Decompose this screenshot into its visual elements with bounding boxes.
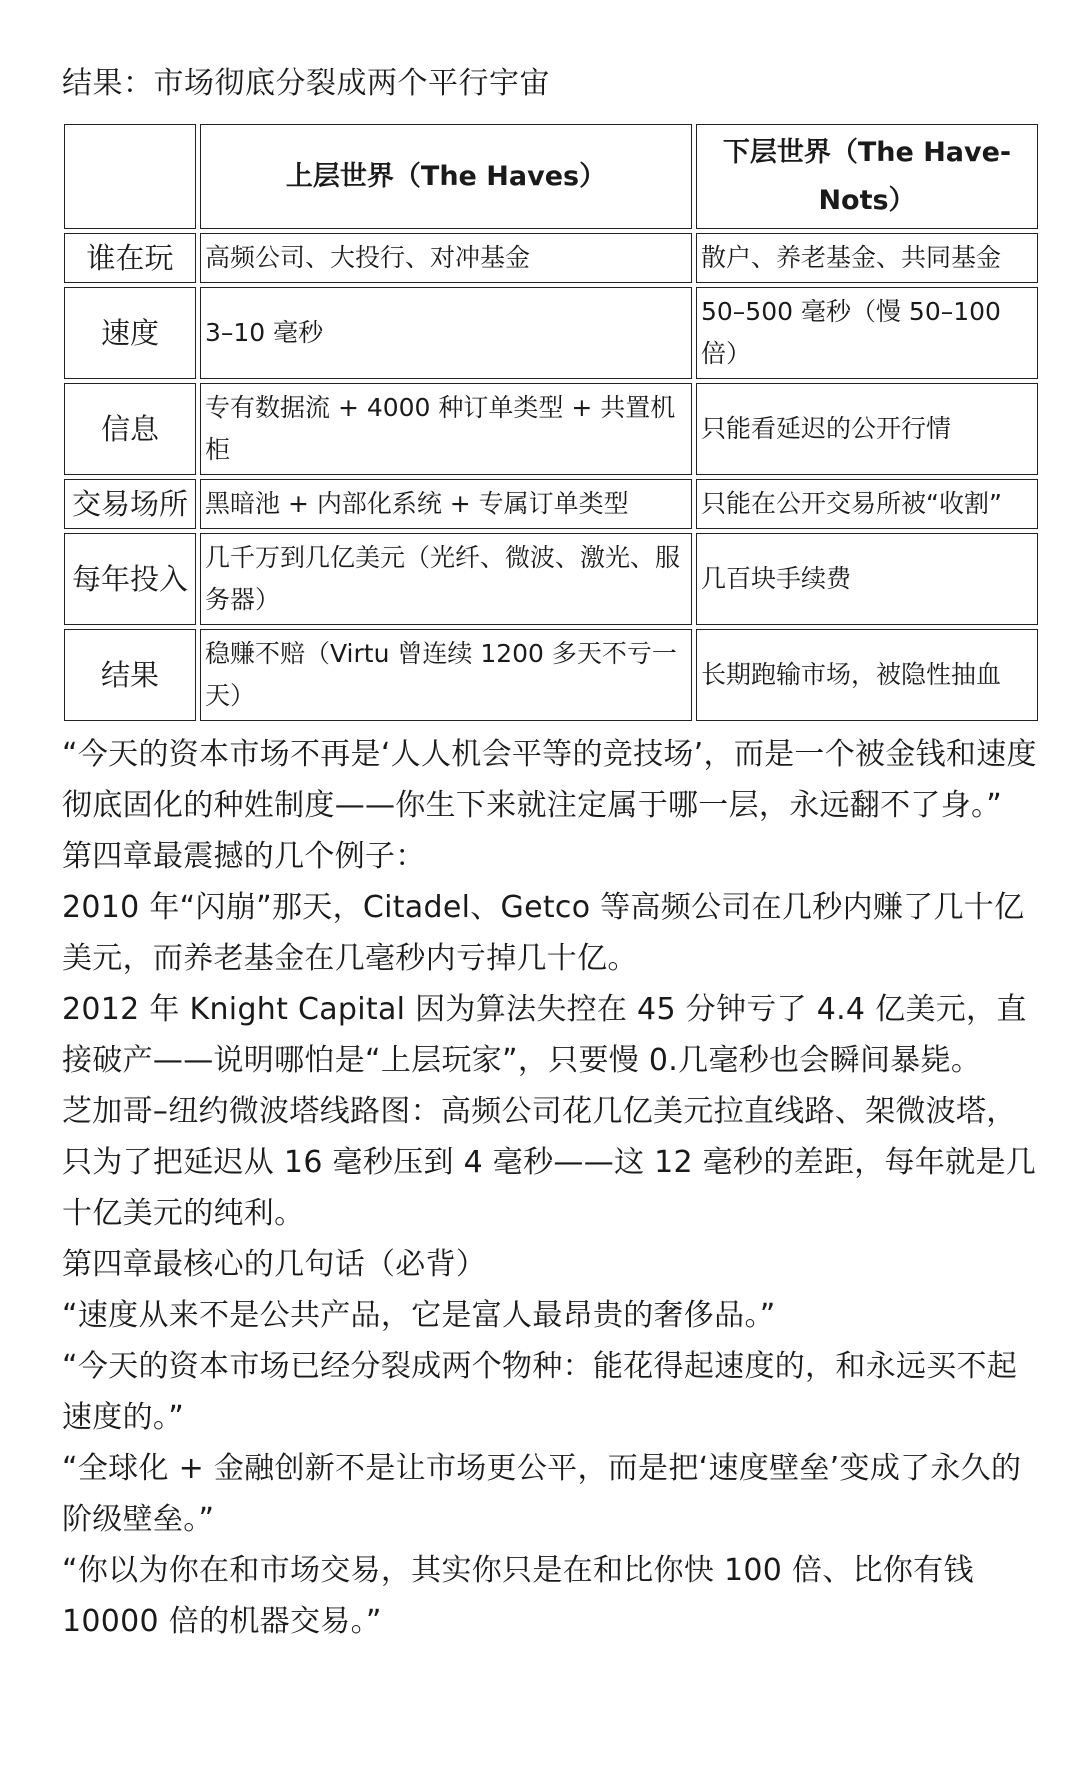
comparison-table bbox=[60, 120, 1042, 725]
table-row bbox=[64, 233, 1038, 283]
row-label: 每年投入 bbox=[64, 533, 196, 625]
upper-cell: 高频公司、大投行、对冲基金 bbox=[200, 233, 692, 283]
lower-cell: 长期跑输市场，被隐性抽血 bbox=[696, 629, 1038, 721]
upper-cell: 3–10 毫秒 bbox=[200, 287, 692, 379]
lower-cell: 只能看延迟的公开行情 bbox=[696, 383, 1038, 475]
column-header-lower-line1: 下层世界（The Have- bbox=[722, 136, 1012, 168]
column-header-upper: 上层世界（The Haves） bbox=[200, 124, 692, 229]
lower-cell: 几百块手续费 bbox=[696, 533, 1038, 625]
upper-cell: 几千万到几亿美元（光纤、微波、激光、服务器） bbox=[200, 533, 692, 625]
upper-cell: 专有数据流 + 4000 种订单类型 + 共置机柜 bbox=[200, 383, 692, 475]
paragraph-knight-capital: 2012 年 Knight Capital 因为算法失控在 45 分钟亏了 4.4 亿美元，直接破产——说明哪怕是“上层玩家”，只要慢 0.几毫秒也会瞬间暴毙。 bbox=[62, 992, 1027, 1078]
upper-cell: 稳赚不赔（Virtu 曾连续 1200 多天不亏一天） bbox=[200, 629, 692, 721]
paragraph-quote-speed-luxury: “速度从来不是公共产品，它是富人最昂贵的奢侈品。” bbox=[62, 1298, 776, 1333]
table-row bbox=[64, 383, 1038, 475]
table-row bbox=[64, 479, 1038, 529]
row-label: 信息 bbox=[64, 383, 196, 475]
paragraph-heading-examples: 第四章最震撼的几个例子： bbox=[62, 839, 426, 874]
lower-cell: 散户、养老基金、共同基金 bbox=[696, 233, 1038, 283]
paragraph-heading-key-quotes: 第四章最核心的几句话（必背） bbox=[62, 1247, 487, 1282]
row-label: 结果 bbox=[64, 629, 196, 721]
column-header-lower-line2: Nots） bbox=[818, 184, 916, 216]
paragraph-flash-crash: 2010 年“闪崩”那天，Citadel、Getco 等高频公司在几秒内赚了几十亿美元，而养老基金在几毫秒内亏掉几十亿。 bbox=[62, 890, 1025, 976]
table-row bbox=[64, 533, 1038, 625]
paragraph-quote-caste: “今天的资本市场不再是‘人人机会平等的竞技场’，而是一个被金钱和速度彻底固化的种姓制度——你生下来就注定属于哪一层，永远翻不了身。” bbox=[62, 737, 1037, 823]
table-header-row bbox=[64, 124, 1038, 229]
paragraph-quote-machines: “你以为你在和市场交易，其实你只是在和比你快 100 倍、比你有钱 10000 倍的机器交易。” bbox=[62, 1553, 974, 1639]
paragraph-quote-class-barrier: “全球化 + 金融创新不是让市场更公平，而是把‘速度壁垒’变成了永久的阶级壁垒。” bbox=[62, 1451, 1022, 1537]
column-header-lower bbox=[696, 124, 1038, 229]
paragraph-microwave-route: 芝加哥–纽约微波塔线路图：高频公司花几亿美元拉直线路、架微波塔，只为了把延迟从 16 毫秒压到 4 毫秒——这 12 毫秒的差距，每年就是几十亿美元的纯利。 bbox=[62, 1094, 1037, 1231]
row-label: 速度 bbox=[64, 287, 196, 379]
table-row bbox=[64, 629, 1038, 721]
row-label: 谁在玩 bbox=[64, 233, 196, 283]
table-row bbox=[64, 287, 1038, 379]
lower-cell: 只能在公开交易所被“收割” bbox=[696, 479, 1038, 529]
paragraph-quote-two-species: “今天的资本市场已经分裂成两个物种：能花得起速度的，和永远买不起速度的。” bbox=[62, 1349, 1018, 1435]
table-corner-cell bbox=[64, 124, 196, 229]
intro-text: 结果：市场彻底分裂成两个平行宇宙 bbox=[62, 66, 550, 101]
lower-cell: 50–500 毫秒（慢 50–100 倍） bbox=[696, 287, 1038, 379]
row-label: 交易场所 bbox=[64, 479, 196, 529]
body-text bbox=[62, 729, 1042, 1647]
upper-cell: 黑暗池 + 内部化系统 + 专属订单类型 bbox=[200, 479, 692, 529]
